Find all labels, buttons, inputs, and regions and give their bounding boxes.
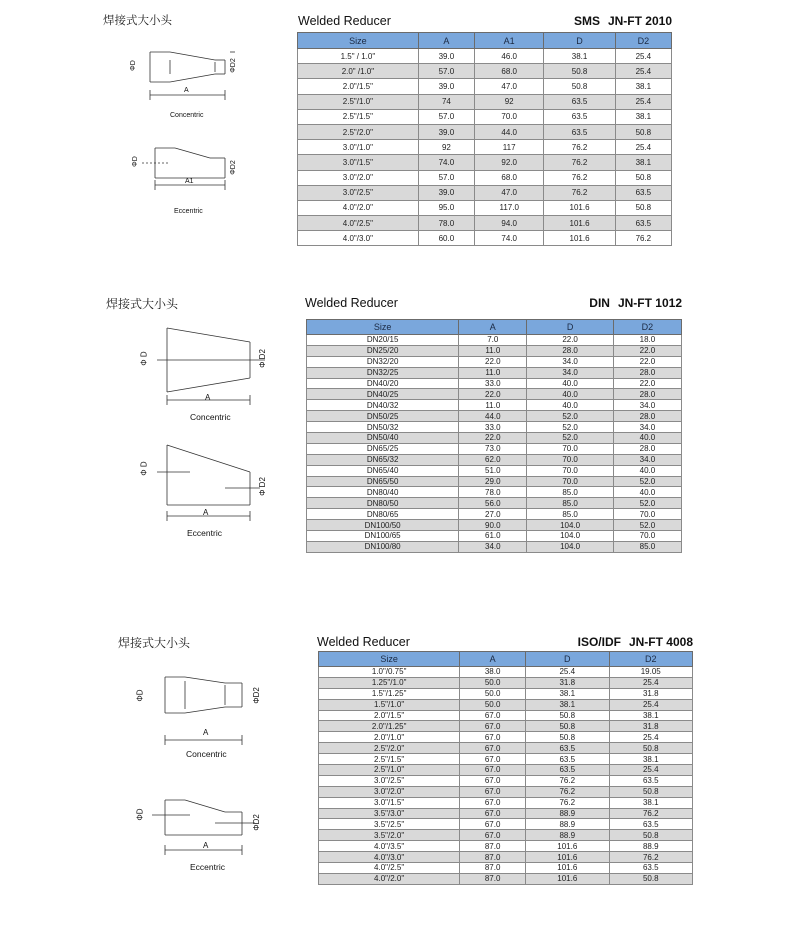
column-header: D (527, 320, 613, 335)
table-cell: 76.2 (544, 140, 615, 155)
table-cell: 11.0 (459, 400, 527, 411)
table-cell: 22.0 (613, 378, 681, 389)
table-cell: 104.0 (527, 531, 613, 542)
table-cell: 101.6 (526, 852, 609, 863)
table-cell: 4.0"/3.0" (298, 231, 419, 246)
table-cell: 25.4 (615, 94, 671, 109)
table-row (319, 830, 693, 841)
table-cell: 50.8 (615, 200, 671, 215)
table-row (319, 841, 693, 852)
table-cell: 50.8 (526, 721, 609, 732)
table-cell: 92 (475, 94, 544, 109)
table-cell: DN100/65 (307, 531, 459, 542)
table-row (319, 667, 693, 678)
table-cell: 50.0 (460, 688, 526, 699)
table-cell: 3.0"/1.5" (298, 155, 419, 170)
table-cell: 68.0 (475, 170, 544, 185)
table-cell: 28.0 (613, 389, 681, 400)
table-row (319, 775, 693, 786)
table-cell: 87.0 (460, 841, 526, 852)
table-cell: 4.0"/3.0" (319, 852, 460, 863)
dim-d2-label: Φ D2 (257, 477, 267, 496)
table-cell: 67.0 (460, 765, 526, 776)
table-cell: 38.1 (609, 754, 693, 765)
table-cell: 63.5 (526, 743, 609, 754)
table-cell: 101.6 (544, 216, 615, 231)
table-cell: 76.2 (544, 170, 615, 185)
table-row (319, 786, 693, 797)
table-row (319, 754, 693, 765)
table-cell: 25.4 (615, 140, 671, 155)
table-cell: 39.0 (418, 79, 474, 94)
section-cn-title: 焊接式大小头 (103, 15, 172, 27)
table-cell: 76.2 (609, 808, 693, 819)
dim-d2-label: Φ D2 (257, 349, 267, 368)
table-cell: DN50/25 (307, 411, 459, 422)
table-cell: 67.0 (460, 754, 526, 765)
table-cell: 50.8 (609, 873, 693, 884)
table-cell: 22.0 (527, 335, 613, 346)
table-cell: 50.8 (544, 79, 615, 94)
table-cell: 52.0 (613, 498, 681, 509)
table-cell: 92 (418, 140, 474, 155)
table-cell: 104.0 (527, 541, 613, 552)
column-header: D (544, 33, 615, 49)
table-cell: 25.4 (615, 64, 671, 79)
table-cell: 67.0 (460, 743, 526, 754)
concentric-label: Concentric (190, 412, 231, 422)
section-title: Welded Reducer (305, 296, 398, 310)
table-cell: 63.5 (609, 775, 693, 786)
table-cell: 29.0 (459, 476, 527, 487)
table-row (319, 765, 693, 776)
table-cell: 85.0 (527, 509, 613, 520)
table-cell: 25.4 (609, 699, 693, 710)
table-cell: 70.0 (613, 509, 681, 520)
table-cell: 38.1 (615, 79, 671, 94)
table-row (319, 797, 693, 808)
table-cell: 3.5"/2.5" (319, 819, 460, 830)
dim-a1-label: A1 (185, 178, 194, 185)
dim-a-label: A (184, 87, 189, 94)
table-cell: DN40/25 (307, 389, 459, 400)
table-cell: 57.0 (418, 109, 474, 124)
table-cell: 1.5"/1.25" (319, 688, 460, 699)
table-cell: 2.5"/1.5" (319, 754, 460, 765)
table-cell: 31.8 (609, 721, 693, 732)
dim-d2-label: ΦD2 (251, 814, 261, 831)
table-cell: 22.0 (459, 389, 527, 400)
concentric-label: Concentric (186, 749, 227, 759)
section-cn-title: 焊接式大小头 (118, 636, 191, 650)
table-cell: 76.2 (609, 852, 693, 863)
table-cell: 38.1 (526, 699, 609, 710)
table-cell: 47.0 (475, 79, 544, 94)
table-cell: 95.0 (418, 200, 474, 215)
table-cell: 40.0 (527, 400, 613, 411)
standard-name: ISO/IDF (577, 635, 621, 649)
table-cell: 1.0"/0.75" (319, 667, 460, 678)
table-cell: 3.0"/1.5" (319, 797, 460, 808)
table-cell: 67.0 (460, 721, 526, 732)
table-cell: DN100/80 (307, 541, 459, 552)
table-cell: 38.1 (544, 49, 615, 64)
table-cell: 40.0 (613, 465, 681, 476)
table-cell: 34.0 (613, 400, 681, 411)
table-cell: 101.6 (526, 863, 609, 874)
table-cell: 51.0 (459, 465, 527, 476)
dim-a-label: A (203, 728, 209, 737)
column-header: Size (307, 320, 459, 335)
table-cell: DN80/50 (307, 498, 459, 509)
table-cell: 4.0"/2.5" (298, 216, 419, 231)
table-cell: 62.0 (459, 454, 527, 465)
table-cell: 3.5"/2.0" (319, 830, 460, 841)
table-cell: 117.0 (475, 200, 544, 215)
table-cell: 76.2 (526, 786, 609, 797)
table-cell: 1.5" / 1.0" (298, 49, 419, 64)
table-cell: 50.8 (609, 830, 693, 841)
table-cell: 2.0"/1.25" (319, 721, 460, 732)
column-header: A (418, 33, 474, 49)
table-row (319, 873, 693, 884)
table-cell: 27.0 (459, 509, 527, 520)
dim-d2-label: ΦD2 (251, 687, 261, 704)
table-cell: 50.8 (609, 743, 693, 754)
table-row (319, 699, 693, 710)
table-row (319, 710, 693, 721)
table-cell: DN40/32 (307, 400, 459, 411)
table-cell: DN65/50 (307, 476, 459, 487)
column-header: A (459, 320, 527, 335)
table-cell: 88.9 (609, 841, 693, 852)
table-cell: 34.0 (613, 454, 681, 465)
table-cell: 52.0 (613, 520, 681, 531)
column-header: A (460, 652, 526, 667)
section-cn-title: 焊接式大小头 (106, 297, 179, 311)
column-header: D (526, 652, 609, 667)
table-cell: 70.0 (475, 109, 544, 124)
table-cell: 60.0 (418, 231, 474, 246)
table-cell: 88.9 (526, 819, 609, 830)
table-cell: 67.0 (460, 808, 526, 819)
table-row (319, 819, 693, 830)
table-cell: DN20/15 (307, 335, 459, 346)
table-cell: 25.4 (526, 667, 609, 678)
column-header: A1 (475, 33, 544, 49)
table-cell: 2.5"/2.0" (319, 743, 460, 754)
table-cell: 34.0 (527, 356, 613, 367)
table-cell: DN32/25 (307, 367, 459, 378)
table-cell: 101.6 (526, 841, 609, 852)
table-cell: 38.1 (615, 155, 671, 170)
table-cell: DN80/65 (307, 509, 459, 520)
table-cell: 57.0 (418, 64, 474, 79)
table-cell: 39.0 (418, 185, 474, 200)
dim-d-label: ΦD (129, 60, 137, 71)
table-cell: 70.0 (527, 454, 613, 465)
column-header: D2 (613, 320, 681, 335)
table-cell: 101.6 (544, 231, 615, 246)
table-cell: 4.0"/2.5" (319, 863, 460, 874)
table-cell: 67.0 (460, 710, 526, 721)
table-cell: 38.1 (526, 688, 609, 699)
table-cell: 3.0"/2.0" (319, 786, 460, 797)
dim-a-label: A (203, 508, 209, 517)
table-cell: 3.5"/3.0" (319, 808, 460, 819)
table-cell: 4.0"/2.0" (319, 873, 460, 884)
table-cell: 52.0 (527, 422, 613, 433)
table-cell: DN80/40 (307, 487, 459, 498)
column-header: D2 (615, 33, 671, 49)
table-cell: 34.0 (459, 541, 527, 552)
table-cell: 73.0 (459, 443, 527, 454)
table-cell: 2.0"/1.5" (319, 710, 460, 721)
dim-a-label: A (203, 841, 209, 850)
table-cell: 101.6 (526, 873, 609, 884)
table-cell: 39.0 (418, 124, 474, 139)
table-cell: DN100/50 (307, 520, 459, 531)
table-cell: 85.0 (527, 498, 613, 509)
spec-table-iso-idf (318, 651, 693, 885)
table-cell: 67.0 (460, 732, 526, 743)
table-cell: 50.0 (460, 699, 526, 710)
table-cell: 78.0 (459, 487, 527, 498)
table-cell: 70.0 (527, 465, 613, 476)
table-row (319, 852, 693, 863)
table-cell: 40.0 (527, 389, 613, 400)
table-cell: 38.0 (460, 667, 526, 678)
table-row (319, 732, 693, 743)
table-cell: 67.0 (460, 830, 526, 841)
concentric-diagram (130, 665, 280, 765)
table-cell: 70.0 (613, 531, 681, 542)
table-cell: 50.8 (544, 64, 615, 79)
table-row (319, 863, 693, 874)
table-cell: 63.5 (609, 863, 693, 874)
table-cell: 44.0 (459, 411, 527, 422)
table-cell: 2.0"/1.0" (319, 732, 460, 743)
table-cell: 2.5"/1.5" (298, 109, 419, 124)
table-cell: 3.0"/2.0" (298, 170, 419, 185)
table-cell: 31.8 (609, 688, 693, 699)
table-cell: 22.0 (613, 345, 681, 356)
column-header: Size (298, 33, 419, 49)
table-cell: 61.0 (459, 531, 527, 542)
column-header: Size (319, 652, 460, 667)
table-cell: 2.0"/1.5" (298, 79, 419, 94)
table-cell: 76.2 (544, 155, 615, 170)
table-cell: 63.5 (544, 109, 615, 124)
table-cell: 67.0 (460, 786, 526, 797)
standard-name: DIN (589, 296, 610, 310)
table-cell: 50.8 (526, 710, 609, 721)
dim-d-label: ΦD (135, 808, 145, 821)
table-cell: 39.0 (418, 49, 474, 64)
table-cell: 28.0 (613, 443, 681, 454)
table-cell: 50.8 (615, 170, 671, 185)
table-cell: 1.25"/1.0" (319, 677, 460, 688)
table-cell: 34.0 (613, 422, 681, 433)
table-cell: 74.0 (475, 231, 544, 246)
eccentric-diagram (130, 790, 280, 880)
table-cell: 85.0 (527, 487, 613, 498)
table-cell: 57.0 (418, 170, 474, 185)
table-cell: 40.0 (613, 487, 681, 498)
table-cell: 38.1 (615, 109, 671, 124)
table-cell: DN32/20 (307, 356, 459, 367)
table-cell: 40.0 (613, 433, 681, 444)
table-cell: 70.0 (527, 476, 613, 487)
table-cell: 76.2 (615, 231, 671, 246)
table-cell: 22.0 (459, 356, 527, 367)
table-cell: 7.0 (459, 335, 527, 346)
dim-d-label: Φ D (139, 351, 149, 366)
product-code: JN-FT 2010 (607, 14, 672, 28)
table-cell: DN65/25 (307, 443, 459, 454)
table-cell: 38.1 (609, 797, 693, 808)
table-cell: 34.0 (527, 367, 613, 378)
standard-name: SMS (573, 14, 600, 28)
table-cell: 67.0 (460, 797, 526, 808)
table-cell: 25.4 (609, 677, 693, 688)
table-cell: DN50/40 (307, 433, 459, 444)
table-cell: 50.8 (526, 732, 609, 743)
product-code: JN-FT 4008 (628, 635, 693, 649)
table-cell: 101.6 (544, 200, 615, 215)
table-cell: 2.5"/2.0" (298, 124, 419, 139)
table-cell: 18.0 (613, 335, 681, 346)
table-cell: 85.0 (613, 541, 681, 552)
table-cell: 4.0"/2.0" (298, 200, 419, 215)
table-cell: 63.5 (615, 185, 671, 200)
table-cell: 4.0"/3.5" (319, 841, 460, 852)
product-code: JN-FT 1012 (617, 296, 682, 310)
table-cell: 22.0 (459, 433, 527, 444)
table-cell: 74 (418, 94, 474, 109)
table-cell: 117 (475, 140, 544, 155)
table-cell: 38.1 (609, 710, 693, 721)
table-row (319, 721, 693, 732)
table-cell: 67.0 (460, 775, 526, 786)
table-cell: 25.4 (609, 765, 693, 776)
dim-d-label: ΦD (135, 689, 145, 702)
table-cell: 68.0 (475, 64, 544, 79)
section-title: Welded Reducer (298, 14, 391, 28)
table-cell: 88.9 (526, 808, 609, 819)
concentric-label: Concentric (170, 112, 204, 119)
table-cell: 70.0 (527, 443, 613, 454)
eccentric-label: Eccentric (187, 528, 222, 538)
table-cell: 33.0 (459, 422, 527, 433)
table-cell: 19.05 (609, 667, 693, 678)
table-cell: DN40/20 (307, 378, 459, 389)
table-cell: 25.4 (609, 732, 693, 743)
table-cell: 52.0 (527, 433, 613, 444)
table-cell: 63.5 (544, 124, 615, 139)
table-cell: 63.5 (526, 754, 609, 765)
table-cell: 44.0 (475, 124, 544, 139)
table-cell: 25.4 (615, 49, 671, 64)
section-title: Welded Reducer (317, 635, 410, 649)
table-cell: 33.0 (459, 378, 527, 389)
table-row (319, 677, 693, 688)
table-cell: 92.0 (475, 155, 544, 170)
table-cell: 46.0 (475, 49, 544, 64)
table-cell: 63.5 (615, 216, 671, 231)
table-row (319, 743, 693, 754)
table-cell: 87.0 (460, 873, 526, 884)
table-cell: 40.0 (527, 378, 613, 389)
table-cell: 2.5"/1.0" (298, 94, 419, 109)
table-cell: 76.2 (526, 775, 609, 786)
table-cell: DN25/20 (307, 345, 459, 356)
table-cell: 1.5"/1.0" (319, 699, 460, 710)
table-cell: DN65/40 (307, 465, 459, 476)
dim-d-label: ΦD (131, 156, 139, 167)
table-cell: 63.5 (609, 819, 693, 830)
table-cell: 50.8 (609, 786, 693, 797)
table-cell: 52.0 (613, 476, 681, 487)
table-cell: 2.0" /1.0" (298, 64, 419, 79)
table-cell: 2.5"/1.0" (319, 765, 460, 776)
table-cell: 31.8 (526, 677, 609, 688)
eccentric-label: Eccentric (174, 208, 203, 215)
table-cell: 50.8 (615, 124, 671, 139)
table-cell: DN65/32 (307, 454, 459, 465)
table-cell: 28.0 (613, 411, 681, 422)
table-cell: 88.9 (526, 830, 609, 841)
table-cell: 74.0 (418, 155, 474, 170)
table-row (319, 688, 693, 699)
table-cell: DN50/32 (307, 422, 459, 433)
table-cell: 104.0 (527, 520, 613, 531)
table-cell: 67.0 (460, 819, 526, 830)
table-row (319, 808, 693, 819)
table-cell: 90.0 (459, 520, 527, 531)
table-cell: 63.5 (544, 94, 615, 109)
table-cell: 3.0"/2.5" (319, 775, 460, 786)
table-cell: 76.2 (526, 797, 609, 808)
table-cell: 11.0 (459, 345, 527, 356)
table-cell: 78.0 (418, 216, 474, 231)
table-cell: 87.0 (460, 852, 526, 863)
table-cell: 22.0 (613, 356, 681, 367)
standard-code (578, 635, 693, 649)
column-header: D2 (609, 652, 693, 667)
table-cell: 47.0 (475, 185, 544, 200)
dim-d-label: Φ D (139, 461, 149, 476)
table-cell: 3.0"/1.0" (298, 140, 419, 155)
table-cell: 56.0 (459, 498, 527, 509)
dim-d2-label: ΦD2 (229, 58, 237, 73)
table-cell: 11.0 (459, 367, 527, 378)
eccentric-label: Eccentric (190, 862, 225, 872)
table-cell: 63.5 (526, 765, 609, 776)
dim-a-label: A (205, 393, 211, 402)
table-cell: 28.0 (613, 367, 681, 378)
table-cell: 94.0 (475, 216, 544, 231)
table-cell: 52.0 (527, 411, 613, 422)
table-cell: 3.0"/2.5" (298, 185, 419, 200)
table-cell: 28.0 (527, 345, 613, 356)
table-cell: 87.0 (460, 863, 526, 874)
table-cell: 50.0 (460, 677, 526, 688)
table-cell: 76.2 (544, 185, 615, 200)
dim-d2-label: ΦD2 (229, 160, 237, 175)
